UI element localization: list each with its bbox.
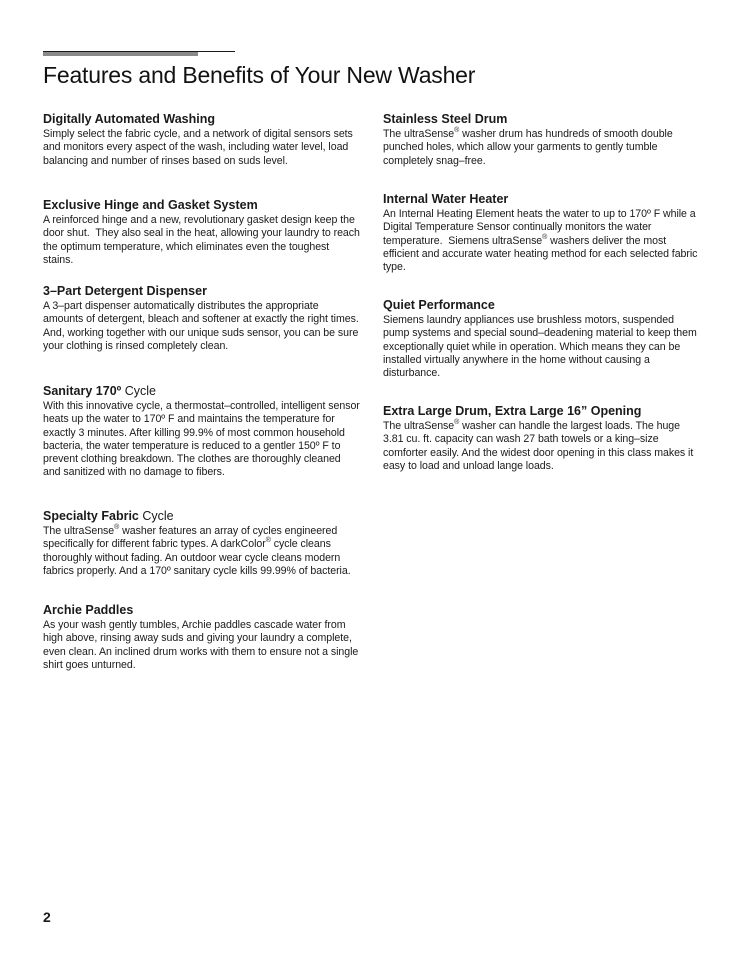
section-heading: Exclusive Hinge and Gasket System: [43, 198, 258, 212]
section-heading: Sanitary 170º Cycle: [43, 384, 156, 398]
section-body: An Internal Heating Element heats the water to up to 170º F while a Digital Temperature Sensor continually monitors the water temperature. Siemens ultraSense® washers deliver the most efficient and accurate water heating method for each selected fabric type.: [383, 208, 698, 274]
section-heading: Digitally Automated Washing: [43, 112, 215, 126]
section-body: The ultraSense® washer can handle the largest loads. The huge 3.81 cu. ft. capacity can wash 27 bath towels or a king–size comforter easily. And the widest door opening in this class makes it easy to load and unload lange loads.: [383, 419, 694, 472]
section-heading: Internal Water Heater: [383, 192, 509, 206]
section-internal-water-heater: [383, 192, 698, 274]
section-body: The ultraSense® washer drum has hundreds of smooth double punched holes, which allow your garments to gently tumble completely snag–free.: [383, 127, 673, 167]
section-body: A 3–part dispenser automatically distributes the appropriate amounts of detergent, bleach and softener at exactly the right times. And, working together with our unique suds sensor, you can be sure your clothing is rinsed completely clean.: [43, 300, 359, 352]
section-heading: Stainless Steel Drum: [383, 112, 508, 126]
section-digitally-automated-washing: [43, 112, 361, 168]
section-heading: 3–Part Detergent Dispenser: [43, 284, 207, 298]
section-stainless-steel-drum: [383, 112, 698, 168]
section-heading: Archie Paddles: [43, 603, 134, 617]
section-heading: Specialty Fabric Cycle: [43, 509, 174, 523]
section-body: As your wash gently tumbles, Archie paddles cascade water from high above, rinsing away suds and giving your laundry a complete, even clean. An inclined drum works with them to ensure not a single shirt goes unturned.: [43, 619, 359, 671]
section-body: A reinforced hinge and a new, revolutionary gasket design keep the door shut. They also seal in the heat, allowing your laundry to reach the optimum temperature, which eliminates even the toughest stains.: [43, 214, 360, 266]
section-body: The ultraSense® washer features an array of cycles engineered specifically for different fabric types. A darkColor® cycle cleans thoroughly without fading. An outdoor wear cycle cleans modern fabrics properly. And a 170º sanitary cycle kills 99.99% of bacteria.: [43, 524, 351, 577]
section-specialty-fabric: [43, 509, 361, 578]
header-rule-thin: [43, 51, 235, 52]
section-detergent-dispenser: [43, 284, 361, 353]
section-archie-paddles: [43, 603, 361, 672]
section-body: Siemens laundry appliances use brushless motors, suspended pump systems and special sound–deadening material to keep them exceptionally quiet while in operation. Which means they can be installed virtually anywhere in the home without causing a disturbance.: [383, 314, 697, 380]
section-sanitary-cycle: [43, 384, 361, 480]
page-number: 2: [43, 909, 51, 925]
section-heading: Extra Large Drum, Extra Large 16” Opening: [383, 404, 642, 418]
section-body: Simply select the fabric cycle, and a network of digital sensors sets and monitors every aspect of the wash, including water level, load balancing and number of rinses based on suds level.: [43, 128, 353, 167]
section-extra-large-drum: [383, 404, 698, 473]
section-body: With this innovative cycle, a thermostat–controlled, intelligent sensor heats up the water to 170º F and maintains the temperature for exactly 3 minutes. After killing 99.9% of most common household bacteria, the water temperature is reduced to a gentler 150º F to prevent clothing breakdown. The clothes are thoroughly cleaned and sanitized with no damage to fibers.: [43, 400, 360, 479]
section-quiet-performance: [383, 298, 698, 380]
section-heading: Quiet Performance: [383, 298, 495, 312]
section-hinge-gasket: [43, 198, 361, 267]
page-title: Features and Benefits of Your New Washer: [43, 62, 476, 88]
